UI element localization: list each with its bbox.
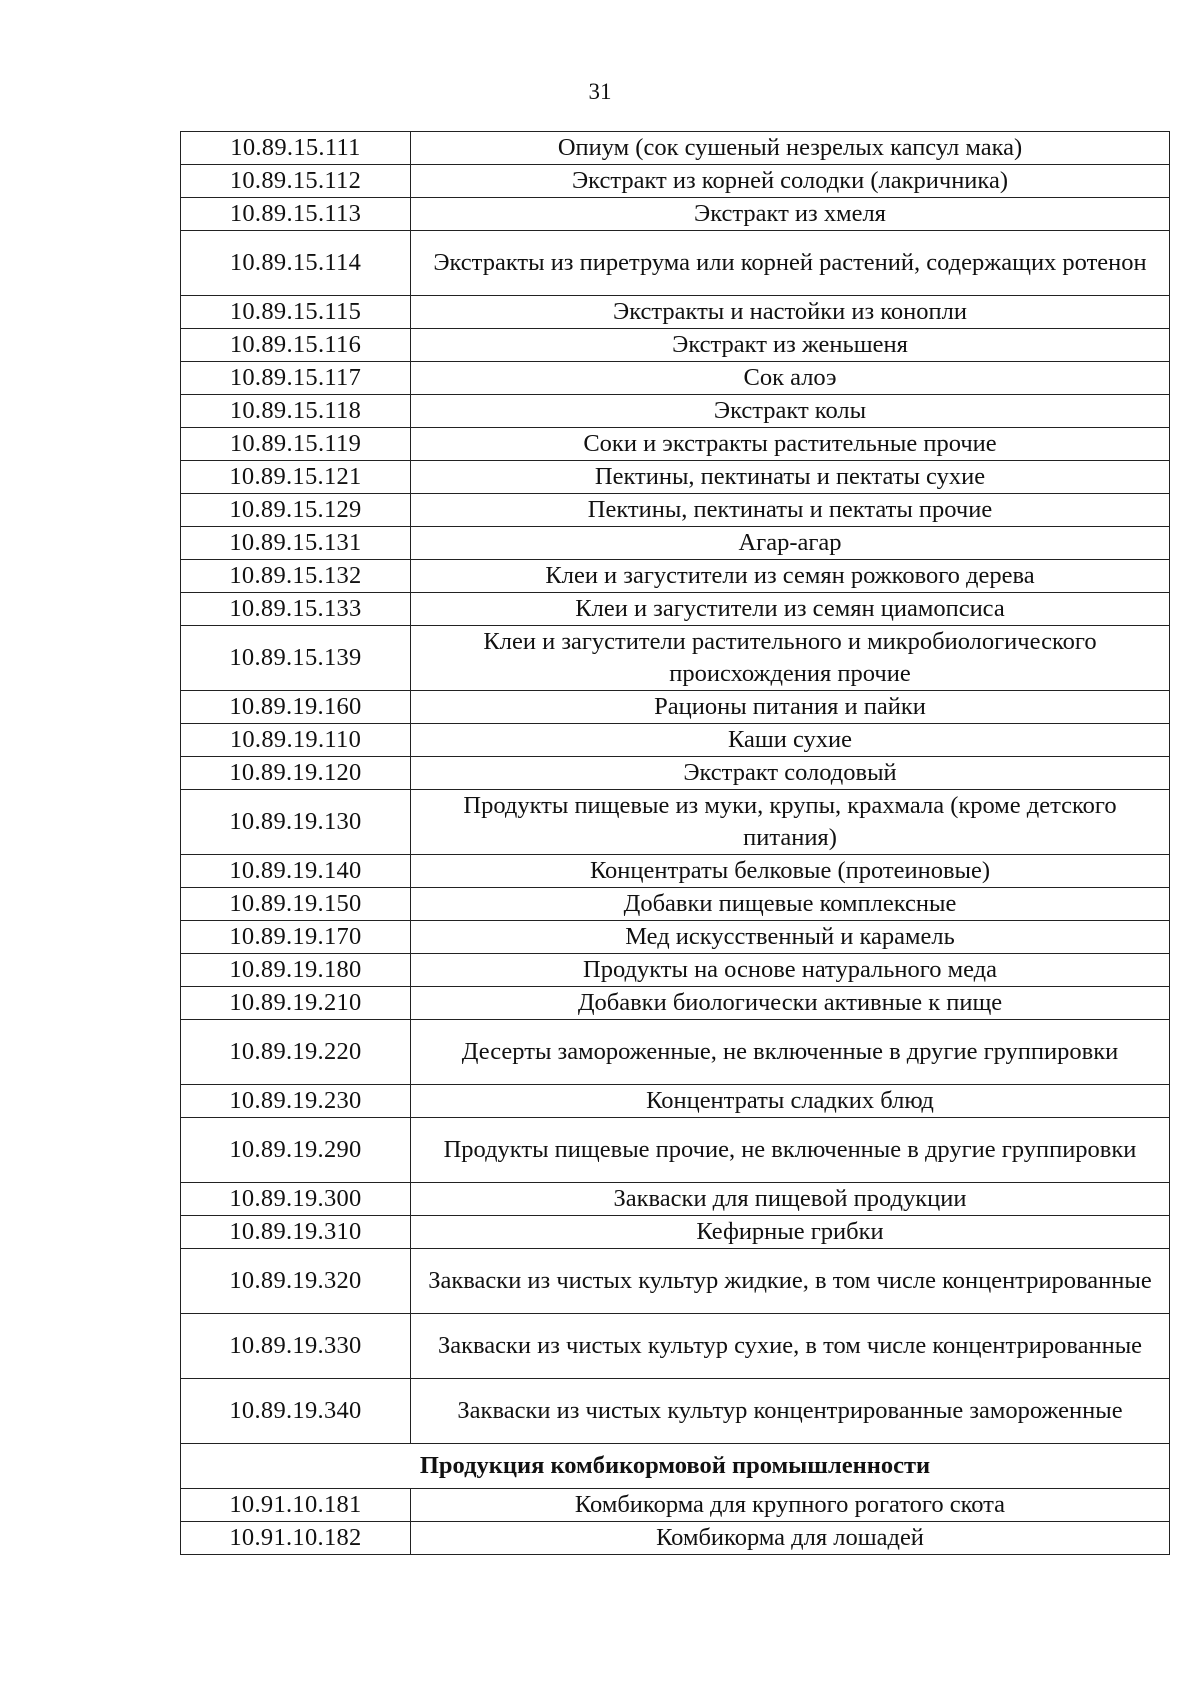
table-row [181,1379,1170,1444]
table-row [181,921,1170,954]
product-name-cell: Продукты пищевые из муки, крупы, крахмала (кроме детского питания) [411,790,1170,855]
product-name-cell: Экстракт из хмеля [411,198,1170,231]
product-name-cell: Клеи и загустители из семян рожкового дерева [411,560,1170,593]
product-code-cell: 10.89.19.180 [181,954,411,987]
product-name-cell: Рационы питания и пайки [411,691,1170,724]
product-name-cell: Экстракт колы [411,395,1170,428]
product-code-cell: 10.89.15.131 [181,527,411,560]
table-row [181,1183,1170,1216]
product-name-cell: Экстракт солодовый [411,757,1170,790]
table-row [181,428,1170,461]
product-code-cell: 10.89.19.310 [181,1216,411,1249]
page-number: 31 [588,79,612,104]
table-row [181,395,1170,428]
product-name-cell: Клеи и загустители растительного и микробиологического происхождения прочие [411,626,1170,691]
product-code-cell: 10.89.15.121 [181,461,411,494]
product-name-cell: Экстракты и настойки из конопли [411,296,1170,329]
table-row [181,1216,1170,1249]
section-header-row [181,1444,1170,1489]
table-row [181,231,1170,296]
table-row [181,362,1170,395]
product-code-cell: 10.89.15.116 [181,329,411,362]
table-row [181,1020,1170,1085]
table-row [181,757,1170,790]
product-name-cell: Закваски из чистых культур жидкие, в том числе концентрированные [411,1249,1170,1314]
table-row [181,1314,1170,1379]
product-code-cell: 10.89.15.132 [181,560,411,593]
product-name-cell: Опиум (сок сушеный незрелых капсул мака) [411,132,1170,165]
product-code-cell: 10.89.19.220 [181,1020,411,1085]
product-name-cell: Добавки пищевые комплексные [411,888,1170,921]
section-heading: Продукция комбикормовой промышленности [181,1444,1170,1489]
product-name-cell: Пектины, пектинаты и пектаты прочие [411,494,1170,527]
table-row [181,527,1170,560]
product-name-cell: Закваски из чистых культур концентрированные замороженные [411,1379,1170,1444]
product-code-cell: 10.89.15.113 [181,198,411,231]
product-name-cell: Закваски из чистых культур сухие, в том числе концентрированные [411,1314,1170,1379]
product-code-cell: 10.89.19.300 [181,1183,411,1216]
table-row [181,855,1170,888]
product-code-cell: 10.89.15.139 [181,626,411,691]
table-row [181,329,1170,362]
table-row [181,593,1170,626]
product-code-cell: 10.89.15.115 [181,296,411,329]
product-code-cell: 10.89.19.160 [181,691,411,724]
product-name-cell: Десерты замороженные, не включенные в другие группировки [411,1020,1170,1085]
table-row [181,888,1170,921]
table-row [181,296,1170,329]
product-code-cell: 10.89.19.170 [181,921,411,954]
product-name-cell: Каши сухие [411,724,1170,757]
product-name-cell: Продукты пищевые прочие, не включенные в другие группировки [411,1118,1170,1183]
product-code-cell: 10.89.19.140 [181,855,411,888]
product-name-cell: Клеи и загустители из семян циамопсиса [411,593,1170,626]
table-row [181,1118,1170,1183]
table-row [181,461,1170,494]
product-name-cell: Закваски для пищевой продукции [411,1183,1170,1216]
product-name-cell: Комбикорма для лошадей [411,1522,1170,1555]
product-name-cell: Продукты на основе натурального меда [411,954,1170,987]
product-name-cell: Сок алоэ [411,362,1170,395]
product-code-cell: 10.89.19.150 [181,888,411,921]
table-row [181,198,1170,231]
table-row [181,165,1170,198]
product-code-cell: 10.89.15.117 [181,362,411,395]
table-row [181,790,1170,855]
product-code-cell: 10.89.19.210 [181,987,411,1020]
product-code-cell: 10.89.15.118 [181,395,411,428]
product-code-cell: 10.91.10.181 [181,1489,411,1522]
table-row [181,626,1170,691]
product-name-cell: Концентраты белковые (протеиновые) [411,855,1170,888]
product-code-cell: 10.89.15.129 [181,494,411,527]
product-code-table [180,131,1170,1555]
product-name-cell: Мед искусственный и карамель [411,921,1170,954]
product-code-cell: 10.89.15.119 [181,428,411,461]
table-row [181,1489,1170,1522]
product-name-cell: Добавки биологически активные к пище [411,987,1170,1020]
table-row [181,954,1170,987]
product-code-cell: 10.89.19.130 [181,790,411,855]
table-row [181,132,1170,165]
product-name-cell: Комбикорма для крупного рогатого скота [411,1489,1170,1522]
product-code-cell: 10.89.19.330 [181,1314,411,1379]
table-row [181,1522,1170,1555]
product-code-cell: 10.89.19.230 [181,1085,411,1118]
product-code-cell: 10.89.19.340 [181,1379,411,1444]
product-name-cell: Экстракты из пиретрума или корней растений, содержащих ротенон [411,231,1170,296]
product-code-cell: 10.89.19.290 [181,1118,411,1183]
product-name-cell: Концентраты сладких блюд [411,1085,1170,1118]
table-row [181,1249,1170,1314]
product-code-cell: 10.89.15.133 [181,593,411,626]
product-code-cell: 10.89.15.111 [181,132,411,165]
product-code-cell: 10.89.15.112 [181,165,411,198]
product-code-cell: 10.89.19.320 [181,1249,411,1314]
table-row [181,494,1170,527]
table-row [181,987,1170,1020]
table-row [181,560,1170,593]
product-code-cell: 10.89.19.110 [181,724,411,757]
product-name-cell: Пектины, пектинаты и пектаты сухие [411,461,1170,494]
product-code-cell: 10.89.15.114 [181,231,411,296]
product-name-cell: Экстракт из женьшеня [411,329,1170,362]
table-row [181,724,1170,757]
product-code-cell: 10.91.10.182 [181,1522,411,1555]
product-name-cell: Соки и экстракты растительные прочие [411,428,1170,461]
table-row [181,1085,1170,1118]
product-name-cell: Экстракт из корней солодки (лакричника) [411,165,1170,198]
product-code-cell: 10.89.19.120 [181,757,411,790]
product-name-cell: Кефирные грибки [411,1216,1170,1249]
product-name-cell: Агар-агар [411,527,1170,560]
table-row [181,691,1170,724]
